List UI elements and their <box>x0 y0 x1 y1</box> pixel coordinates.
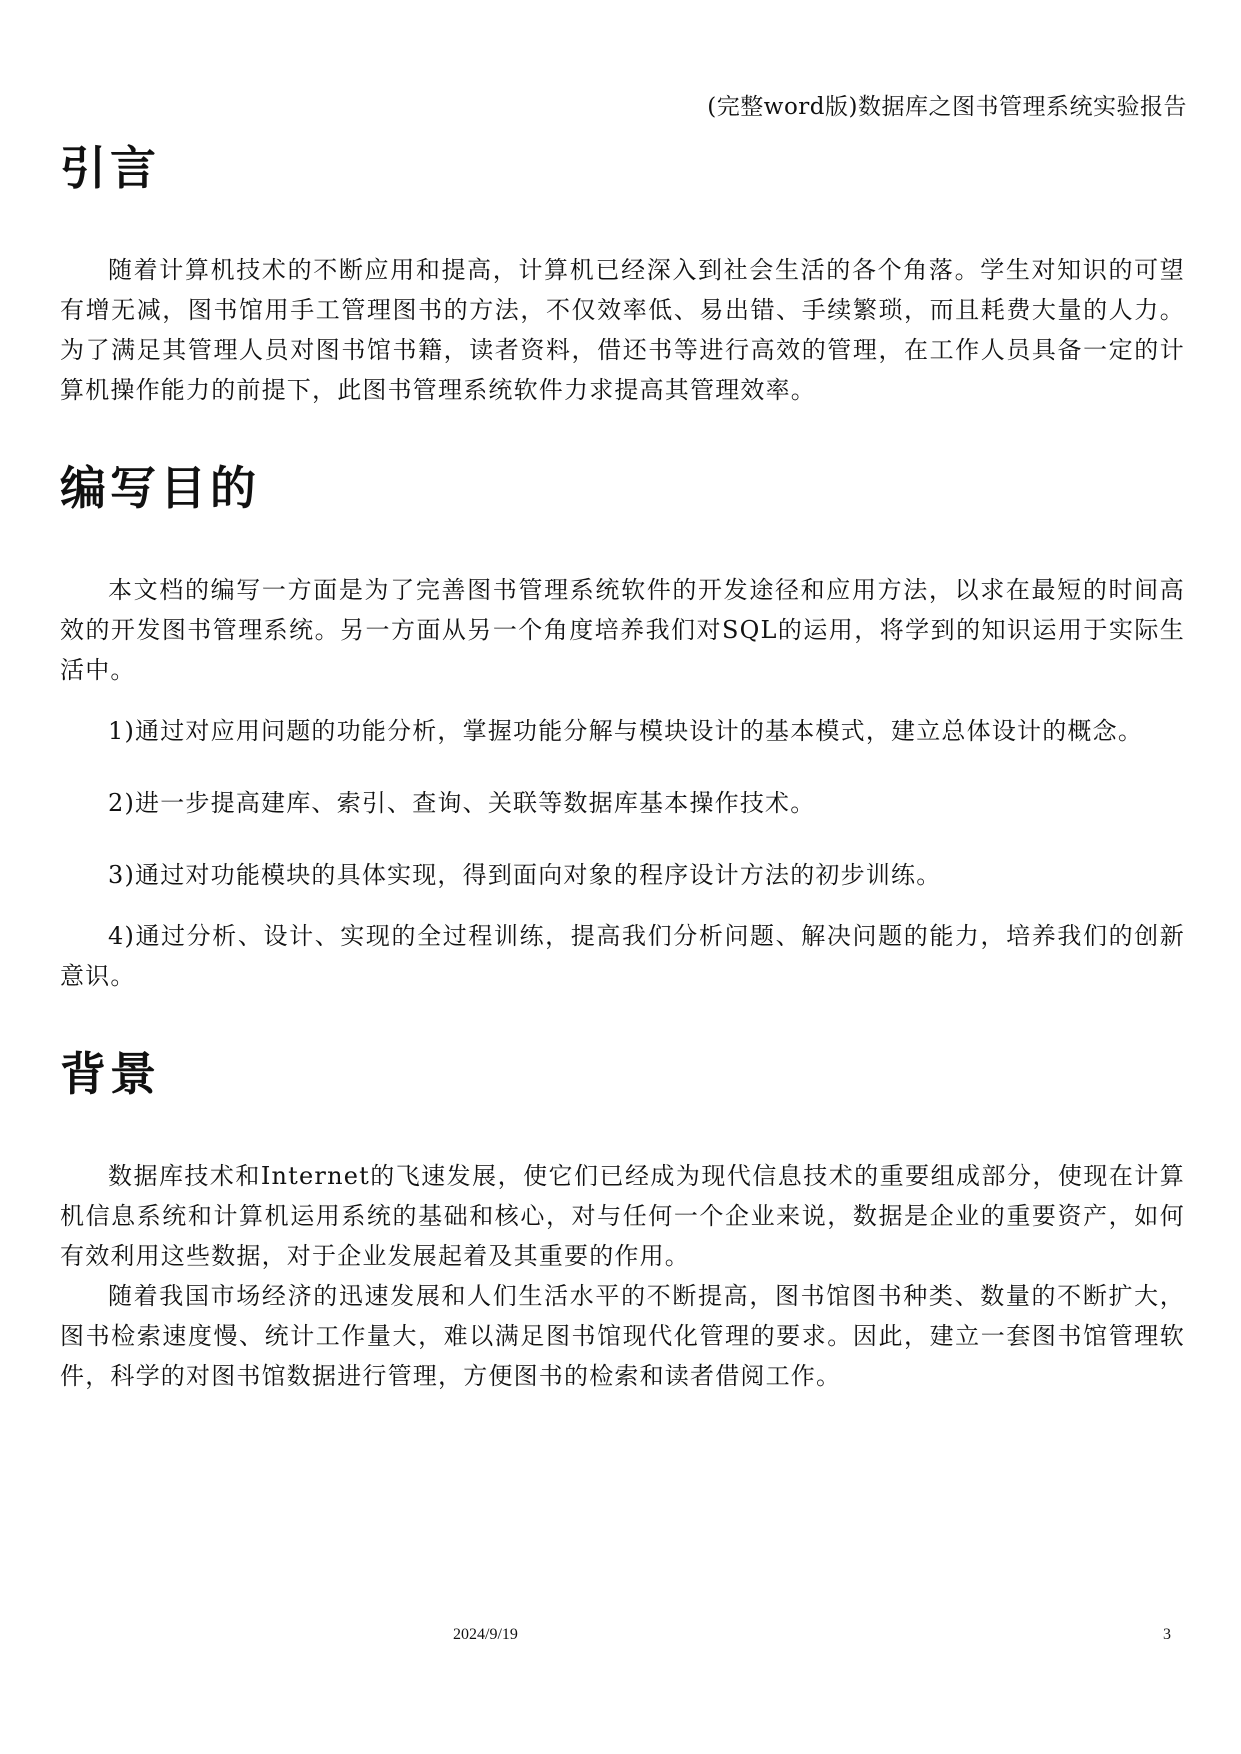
heading-introduction: 引言 <box>60 141 160 195</box>
purpose-item-3: 3)通过对功能模块的具体实现，得到面向对象的程序设计方法的初步训练。 <box>108 861 942 889</box>
page-number: 3 <box>1163 1626 1171 1643</box>
purpose-item-1: 1)通过对应用问题的功能分析，掌握功能分解与模块设计的基本模式，建立总体设计的概念。 <box>108 717 1144 745</box>
background-paragraph-1: 数据库技术和Internet的飞速发展，使它们已经成为现代信息技术的重要组成部分，使现在计算机信息系统和计算机运用系统的基础和核心，对与任何一个企业来说，数据是企业的重要资产，如何有效利用这些数据，对于企业发展起着及其重要的作用。 <box>60 1162 1185 1270</box>
document-running-title: (完整word版)数据库之图书管理系统实验报告 <box>707 94 1187 120</box>
footer-date: 2024/9/19 <box>453 1626 518 1643</box>
background-paragraph-2: 随着我国市场经济的迅速发展和人们生活水平的不断提高，图书馆图书种类、数量的不断扩大，图书检索速度慢、统计工作量大，难以满足图书馆现代化管理的要求。因此，建立一套图书馆管理软件，科学的对图书馆数据进行管理，方便图书的检索和读者借阅工作。 <box>60 1282 1185 1390</box>
purpose-paragraph: 本文档的编写一方面是为了完善图书管理系统软件的开发途径和应用方法，以求在最短的时间高效的开发图书管理系统。另一方面从另一个角度培养我们对SQL的运用，将学到的知识运用于实际生活中。 <box>60 576 1185 684</box>
heading-background: 背景 <box>60 1047 160 1101</box>
heading-purpose: 编写目的 <box>60 461 260 515</box>
introduction-paragraph: 随着计算机技术的不断应用和提高，计算机已经深入到社会生活的各个角落。学生对知识的可望有增无减，图书馆用手工管理图书的方法，不仅效率低、易出错、手续繁琐，而且耗费大量的人力。为了满足其管理人员对图书馆书籍，读者资料，借还书等进行高效的管理，在工作人员具备一定的计算机操作能力的前提下，此图书管理系统软件力求提高其管理效率。 <box>60 256 1185 404</box>
page-content <box>60 128 1185 1396</box>
purpose-item-4: 4)通过分析、设计、实现的全过程训练，提高我们分析问题、解决问题的能力，培养我们的创新意识。 <box>60 922 1185 990</box>
purpose-item-2: 2)进一步提高建库、索引、查询、关联等数据库基本操作技术。 <box>108 789 816 817</box>
